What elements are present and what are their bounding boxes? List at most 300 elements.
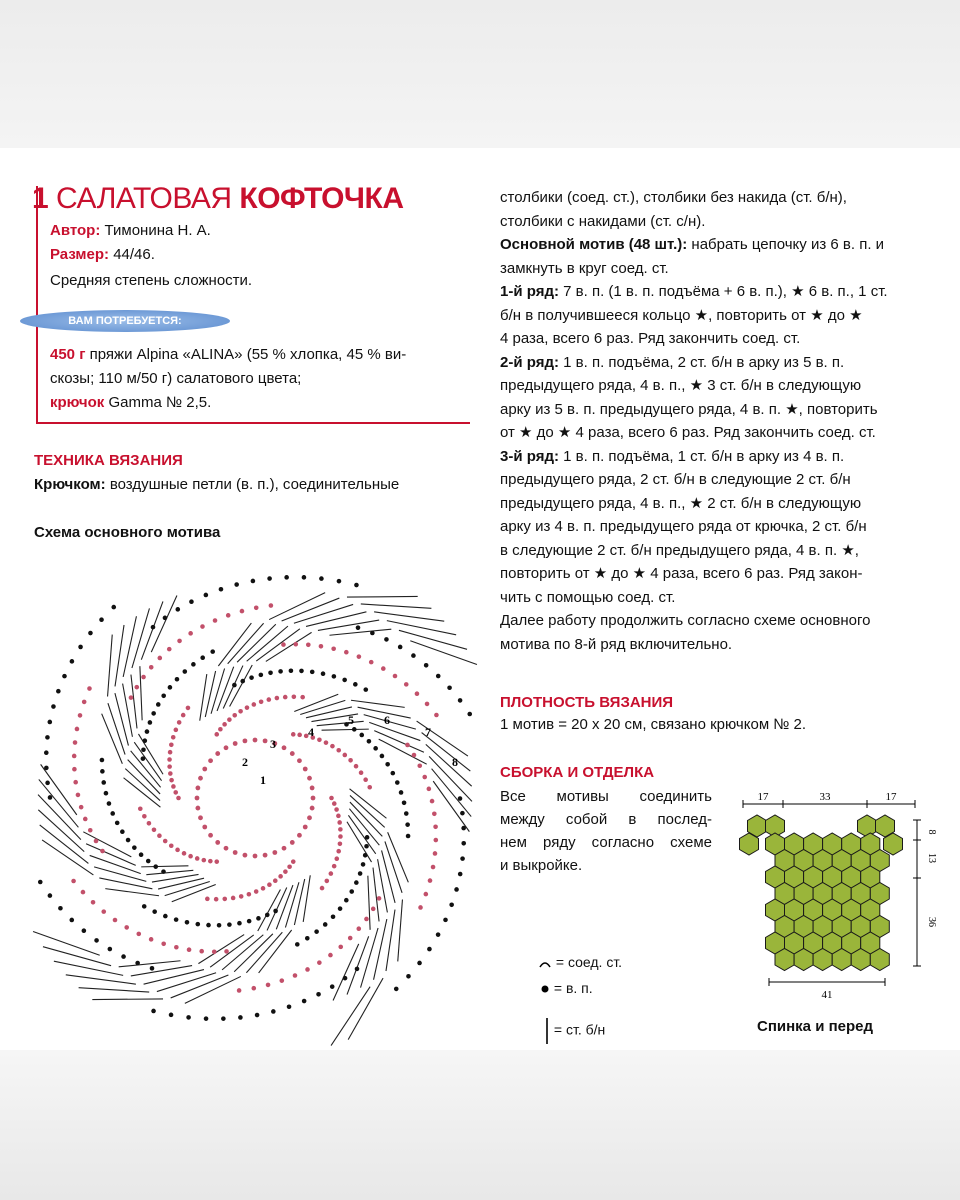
instruction-line: 1-й ряд: 7 в. п. (1 в. п. подъёма + 6 в. п.), ★ 6 в. п., 1 ст. <box>500 283 888 300</box>
chain-dot <box>135 961 140 966</box>
assembly-heading: СБОРКА И ОТДЕЛКА <box>500 764 655 781</box>
chain-dot <box>267 697 272 702</box>
chain-dot <box>256 916 261 921</box>
chain-dot <box>461 841 466 846</box>
chain-dot <box>398 645 403 650</box>
chain-dot <box>62 674 67 679</box>
technique-text: воздушные петли (в. п.), соединительные <box>109 476 400 493</box>
chain-dot <box>317 737 322 742</box>
chain-dot <box>460 811 465 816</box>
chain-dot <box>186 706 191 711</box>
chain-dot <box>138 806 143 811</box>
row-label: 2-й ряд: <box>500 353 559 371</box>
chain-dot <box>100 849 105 854</box>
center-ring-dot <box>303 825 308 830</box>
chain-dot <box>149 665 154 670</box>
chain-dot <box>187 947 192 952</box>
stitch-stroke <box>33 932 100 956</box>
chain-dot <box>323 922 328 927</box>
chain-dot <box>265 913 270 918</box>
chain-dot <box>330 744 335 749</box>
chain-dot <box>299 669 304 674</box>
chain-dot <box>402 801 407 806</box>
row-number-label: 2 <box>242 755 248 769</box>
chain-dot <box>354 764 359 769</box>
chain-dot <box>278 669 283 674</box>
chain-dot <box>134 685 139 690</box>
chain-dot <box>338 834 343 839</box>
chain-dot <box>373 746 378 751</box>
chain-dot <box>191 662 196 667</box>
author-value: Тимонина Н. А. <box>104 222 211 239</box>
chain-dot <box>292 694 297 699</box>
chain-dot <box>319 644 324 649</box>
hook-line <box>50 394 211 411</box>
chain-dot <box>310 670 315 675</box>
chain-dot <box>434 713 439 718</box>
stitch-stroke <box>373 868 379 922</box>
chain-dot <box>300 695 305 700</box>
chain-dot <box>461 826 466 831</box>
chain-dot <box>100 769 105 774</box>
stitch-stroke <box>210 935 254 967</box>
chain-dot <box>115 821 120 826</box>
chain-dot <box>48 795 53 800</box>
instruction-line: Основной мотив (48 шт.): набрать цепочку из 6 в. п. и <box>500 236 885 253</box>
stitch-stroke <box>123 616 136 677</box>
stitch-stroke <box>329 629 391 635</box>
center-ring-dot <box>243 738 248 743</box>
center-ring-dot <box>195 806 200 811</box>
chain-dot <box>239 894 244 899</box>
chain-dot <box>428 878 433 883</box>
chain-dot <box>458 796 463 801</box>
chain-dot <box>195 922 200 927</box>
chain-dot <box>255 1013 260 1018</box>
chain-dot <box>395 780 400 785</box>
chain-dot <box>149 937 154 942</box>
chain-dot <box>214 897 219 902</box>
slip-stitch-icon <box>538 958 552 968</box>
chain-dot <box>240 679 245 684</box>
chain-dot <box>132 845 137 850</box>
technique-lead: Крючком: <box>34 476 106 493</box>
chain-dot <box>249 675 254 680</box>
center-ring-dot <box>198 776 203 781</box>
chain-dot <box>82 700 87 705</box>
scheme-caption: Схема основного мотива <box>34 524 221 541</box>
chain-dot <box>433 851 438 856</box>
stitch-stroke <box>349 809 379 846</box>
chain-dot <box>161 869 166 874</box>
chain-dot <box>412 753 417 758</box>
stitch-stroke <box>165 882 210 896</box>
hexagon-motif <box>813 949 832 971</box>
author-label: Автор: <box>50 222 101 239</box>
chain-dot <box>405 743 410 748</box>
row-label: 1-й ряд: <box>500 283 559 300</box>
chain-dot <box>148 720 153 725</box>
chain-dot <box>361 862 366 867</box>
chain-dot <box>251 986 256 991</box>
chain-dot <box>443 918 448 923</box>
chain-dot <box>287 1004 292 1009</box>
instruction-line: арку из 5 в. п. предыдущего ряда, 4 в. п. ★, повторить <box>500 400 878 418</box>
chain-dot <box>354 583 359 588</box>
chain-dot <box>417 961 422 966</box>
yarn-desc-1: пряжи Alpina «ALINA» (55 % хлопка, 45 % ви- <box>89 346 407 363</box>
chain-dot <box>176 796 181 801</box>
chain-dot <box>404 682 409 687</box>
chain-dot <box>380 754 385 759</box>
instruction-line: арку из 4 в. п. предыдущего ряда от крючка, 2 ст. б/н <box>500 518 867 535</box>
instruction-line: мотива по 8-й ряд включительно. <box>500 635 733 653</box>
chain-dot <box>210 649 215 654</box>
chain-dot <box>269 603 274 608</box>
chain-dot <box>139 852 144 857</box>
instruction-line: замкнуть в круг соед. ст. <box>500 259 669 277</box>
chain-dot <box>150 966 155 971</box>
center-ring-dot <box>310 806 315 811</box>
size-label: Размер: <box>50 246 110 263</box>
chain-dot <box>349 889 354 894</box>
size-value: 44/46. <box>113 246 155 263</box>
hexagon-motif <box>794 949 813 971</box>
chain-dot <box>367 785 372 790</box>
stitch-stroke <box>141 866 188 867</box>
chain-dot <box>48 720 53 725</box>
instruction-line: столбики с накидами (ст. с/н). <box>500 212 706 230</box>
center-ring-dot <box>208 833 213 838</box>
chain-dot <box>385 762 390 767</box>
chain-dot <box>320 886 325 891</box>
chain-dot <box>344 898 349 903</box>
stitch-stroke <box>350 802 382 836</box>
chain-dot <box>208 859 213 864</box>
stitch-stroke <box>387 621 456 635</box>
center-ring-dot <box>303 767 308 772</box>
stitch-stroke <box>237 624 276 662</box>
legend-slip <box>538 954 622 970</box>
chain-dot <box>126 838 131 843</box>
stitch-stroke <box>300 700 345 714</box>
yarn-line-2: скозы; 110 м/50 г) салатового цвета; <box>50 370 302 387</box>
center-ring-dot <box>253 738 258 743</box>
chain-dot <box>101 909 106 914</box>
chain-dot <box>169 1013 174 1018</box>
chain-dot <box>195 856 200 861</box>
chain-dot <box>295 942 300 947</box>
chain-dot <box>72 754 77 759</box>
center-ring-dot <box>195 786 200 791</box>
diagram-chain-dots <box>38 575 472 1021</box>
title-light: САЛАТОВАЯ <box>56 182 232 215</box>
chain-dot <box>88 631 93 636</box>
chain-dot <box>460 856 465 861</box>
chain-dot <box>204 593 209 598</box>
chain-dot <box>267 882 272 887</box>
chain-dot <box>289 668 294 673</box>
chain-dot <box>101 780 106 785</box>
top-background-band <box>0 0 960 148</box>
chain-dot <box>279 978 284 983</box>
chain-dot <box>83 817 88 822</box>
chain-dot <box>171 735 176 740</box>
chain-dot <box>94 938 99 943</box>
chain-dot <box>129 695 134 700</box>
chain-dot <box>432 811 437 816</box>
chain-dot <box>364 844 369 849</box>
chain-dot <box>306 642 311 647</box>
stitch-stroke <box>350 789 387 818</box>
chain-dot <box>433 824 438 829</box>
legend-chain <box>540 980 593 996</box>
chain-dot <box>163 839 168 844</box>
chain-dot <box>110 811 115 816</box>
stitch-stroke <box>54 961 123 975</box>
chain-dot <box>284 575 289 580</box>
hexagon-motif <box>851 949 870 971</box>
chain-dot <box>177 639 182 644</box>
chain-dot <box>381 666 386 671</box>
chain-dot <box>427 787 432 792</box>
chain-dot <box>305 967 310 972</box>
chain-dot <box>434 838 439 843</box>
chain-dot <box>168 771 173 776</box>
hexagon-motif <box>884 833 903 855</box>
stitch-stroke <box>119 961 181 967</box>
stitch-stroke <box>115 693 129 745</box>
chain-dot <box>199 949 204 954</box>
chain-dot <box>175 848 180 853</box>
chain-dot <box>338 841 343 846</box>
chain-dot <box>237 988 242 993</box>
chain-dot <box>141 747 146 752</box>
legend-chain-text: = в. п. <box>553 980 593 996</box>
chain-dot <box>425 702 430 707</box>
dim-mid: 33 <box>819 791 831 803</box>
chain-dot <box>364 917 369 922</box>
density-heading: ПЛОТНОСТЬ ВЯЗАНИЯ <box>500 694 674 711</box>
chain-dot <box>431 865 436 870</box>
chain-dot <box>142 904 147 909</box>
chain-dot <box>181 713 186 718</box>
stitch-stroke <box>368 876 370 930</box>
stitch-stroke <box>157 973 216 992</box>
chain-dot <box>329 796 334 801</box>
chain-dot <box>454 887 459 892</box>
chain-dot <box>275 696 280 701</box>
center-ring-dot <box>224 745 229 750</box>
center-ring-dot <box>290 840 295 845</box>
chain-dot <box>87 686 92 691</box>
stitch-stroke <box>285 882 299 927</box>
chain-dot <box>70 659 75 664</box>
instruction-line: чить с помощью соед. ст. <box>500 588 676 606</box>
center-ring-dot <box>233 850 238 855</box>
chain-dot <box>100 758 105 763</box>
chain-dot <box>281 642 286 647</box>
chain-dot <box>45 735 50 740</box>
chain-dot <box>73 740 78 745</box>
sweater-schematic <box>735 788 945 1008</box>
hook-label: крючок <box>50 394 105 411</box>
center-ring-dot <box>263 738 268 743</box>
chain-dot <box>384 637 389 642</box>
chain-dot <box>171 784 176 789</box>
chain-dot <box>254 606 259 611</box>
chain-dot <box>218 727 223 732</box>
stitch-stroke <box>348 815 375 854</box>
chain-dot <box>319 576 324 581</box>
hexagon-motif <box>775 949 794 971</box>
chain-dot <box>38 880 43 885</box>
motif-diagram <box>30 558 480 1048</box>
row-number-label: 6 <box>384 713 390 727</box>
chain-dot <box>141 756 146 761</box>
chain-dot <box>76 793 81 798</box>
chain-dot <box>158 656 163 661</box>
chain-dot <box>227 922 232 927</box>
chain-dot <box>182 851 187 856</box>
center-ring-dot <box>224 846 229 851</box>
chain-dot <box>334 807 339 812</box>
chain-dot <box>151 711 156 716</box>
legend-sc-text: = ст. б/н <box>553 1021 606 1038</box>
yarn-line-1 <box>50 346 406 363</box>
pattern-number: 1 <box>32 182 49 215</box>
chain-dot <box>188 854 193 859</box>
instruction-line: от ★ до ★ 4 раза, всего 6 раз. Ряд закончить соед. ст. <box>500 424 876 441</box>
chain-dot <box>324 740 329 745</box>
chain-dot <box>226 613 231 618</box>
chain-dot <box>371 907 376 912</box>
chain-dot <box>48 893 53 898</box>
chain-dot <box>331 646 336 651</box>
chain-dot <box>58 906 63 911</box>
chain-dot <box>411 653 416 658</box>
stitch-stroke <box>43 947 111 966</box>
chain-dot <box>104 791 109 796</box>
row-number-label: 1 <box>260 773 266 787</box>
chain-dot <box>51 704 56 709</box>
stitch-stroke <box>115 625 124 686</box>
title-bold: КОФТОЧКА <box>239 182 404 215</box>
chain-dot <box>157 833 162 838</box>
stitch-stroke <box>399 630 467 649</box>
chain-dot <box>156 702 161 707</box>
chain-dot <box>227 717 232 722</box>
chain-dot <box>336 849 341 854</box>
stitch-stroke <box>132 608 150 668</box>
chain-dot <box>367 739 372 744</box>
chain-dot-icon <box>540 984 550 994</box>
row-label: Основной мотив (48 шт.): <box>500 236 688 253</box>
hexagon-motif <box>740 833 759 855</box>
chain-dot <box>370 631 375 636</box>
stitch-stroke <box>432 769 472 817</box>
chain-dot <box>238 1015 243 1020</box>
stitch-stroke <box>374 731 424 753</box>
chain-dot <box>206 923 211 928</box>
chain-dot <box>430 799 435 804</box>
chain-dot <box>406 834 411 839</box>
chain-dot <box>334 856 339 861</box>
stitch-stroke <box>39 779 79 827</box>
chain-dot <box>302 575 307 580</box>
stitch-stroke <box>256 629 300 661</box>
magazine-page <box>0 148 960 1050</box>
chain-dot <box>143 738 148 743</box>
chain-dot <box>152 827 157 832</box>
center-ring-dot <box>307 815 312 820</box>
chain-dot <box>427 947 432 952</box>
instruction-line: столбики (соед. ст.), столбики без накида (ст. б/н), <box>500 189 847 206</box>
chain-dot <box>186 1015 191 1020</box>
chain-dot <box>365 835 370 840</box>
chain-dot <box>344 650 349 655</box>
stitch-stroke <box>140 666 142 720</box>
hexagon-motif <box>832 949 851 971</box>
dim-side-3: 36 <box>926 917 937 927</box>
chain-dot <box>174 728 179 733</box>
chain-dot <box>91 900 96 905</box>
chain-dot <box>332 864 337 869</box>
chain-dot <box>174 945 179 950</box>
chain-dot <box>359 770 364 775</box>
size-line <box>50 246 155 263</box>
assembly-line: нем ряду согласно схеме <box>500 834 712 851</box>
chain-dot <box>111 605 116 610</box>
stitch-stroke <box>246 932 282 973</box>
stitch-stroke <box>382 850 396 902</box>
center-ring-dot <box>272 850 277 855</box>
stitch-stroke <box>351 700 405 707</box>
row-number-label: 4 <box>308 725 314 739</box>
center-ring-dot <box>215 840 220 845</box>
chain-dot <box>189 599 194 604</box>
chain-dot <box>338 827 343 832</box>
chain-dot <box>136 932 141 937</box>
chain-dot <box>415 691 420 696</box>
chain-dot <box>447 685 452 690</box>
chain-dot <box>168 685 173 690</box>
chain-dot <box>449 902 454 907</box>
chain-dot <box>202 858 207 863</box>
stitch-stroke <box>41 764 77 815</box>
chain-dot <box>245 705 250 710</box>
chain-dot <box>142 814 147 819</box>
stitch-stroke <box>99 878 152 889</box>
chain-dot <box>238 709 243 714</box>
stitch-stroke <box>374 919 387 980</box>
chain-dot <box>212 949 217 954</box>
hexagon-motif <box>858 815 877 837</box>
stitch-stroke <box>125 769 160 801</box>
chain-dot <box>377 896 382 901</box>
chain-dot <box>458 698 463 703</box>
center-ring-dot <box>202 825 207 830</box>
chain-dot <box>221 1016 226 1021</box>
stitch-stroke <box>92 999 163 1000</box>
chain-dot <box>302 999 307 1004</box>
chain-dot <box>217 923 222 928</box>
chain-dot <box>357 654 362 659</box>
chain-dot <box>167 757 172 762</box>
chain-dot <box>266 983 271 988</box>
chain-dot <box>124 925 129 930</box>
chain-dot <box>436 932 441 937</box>
